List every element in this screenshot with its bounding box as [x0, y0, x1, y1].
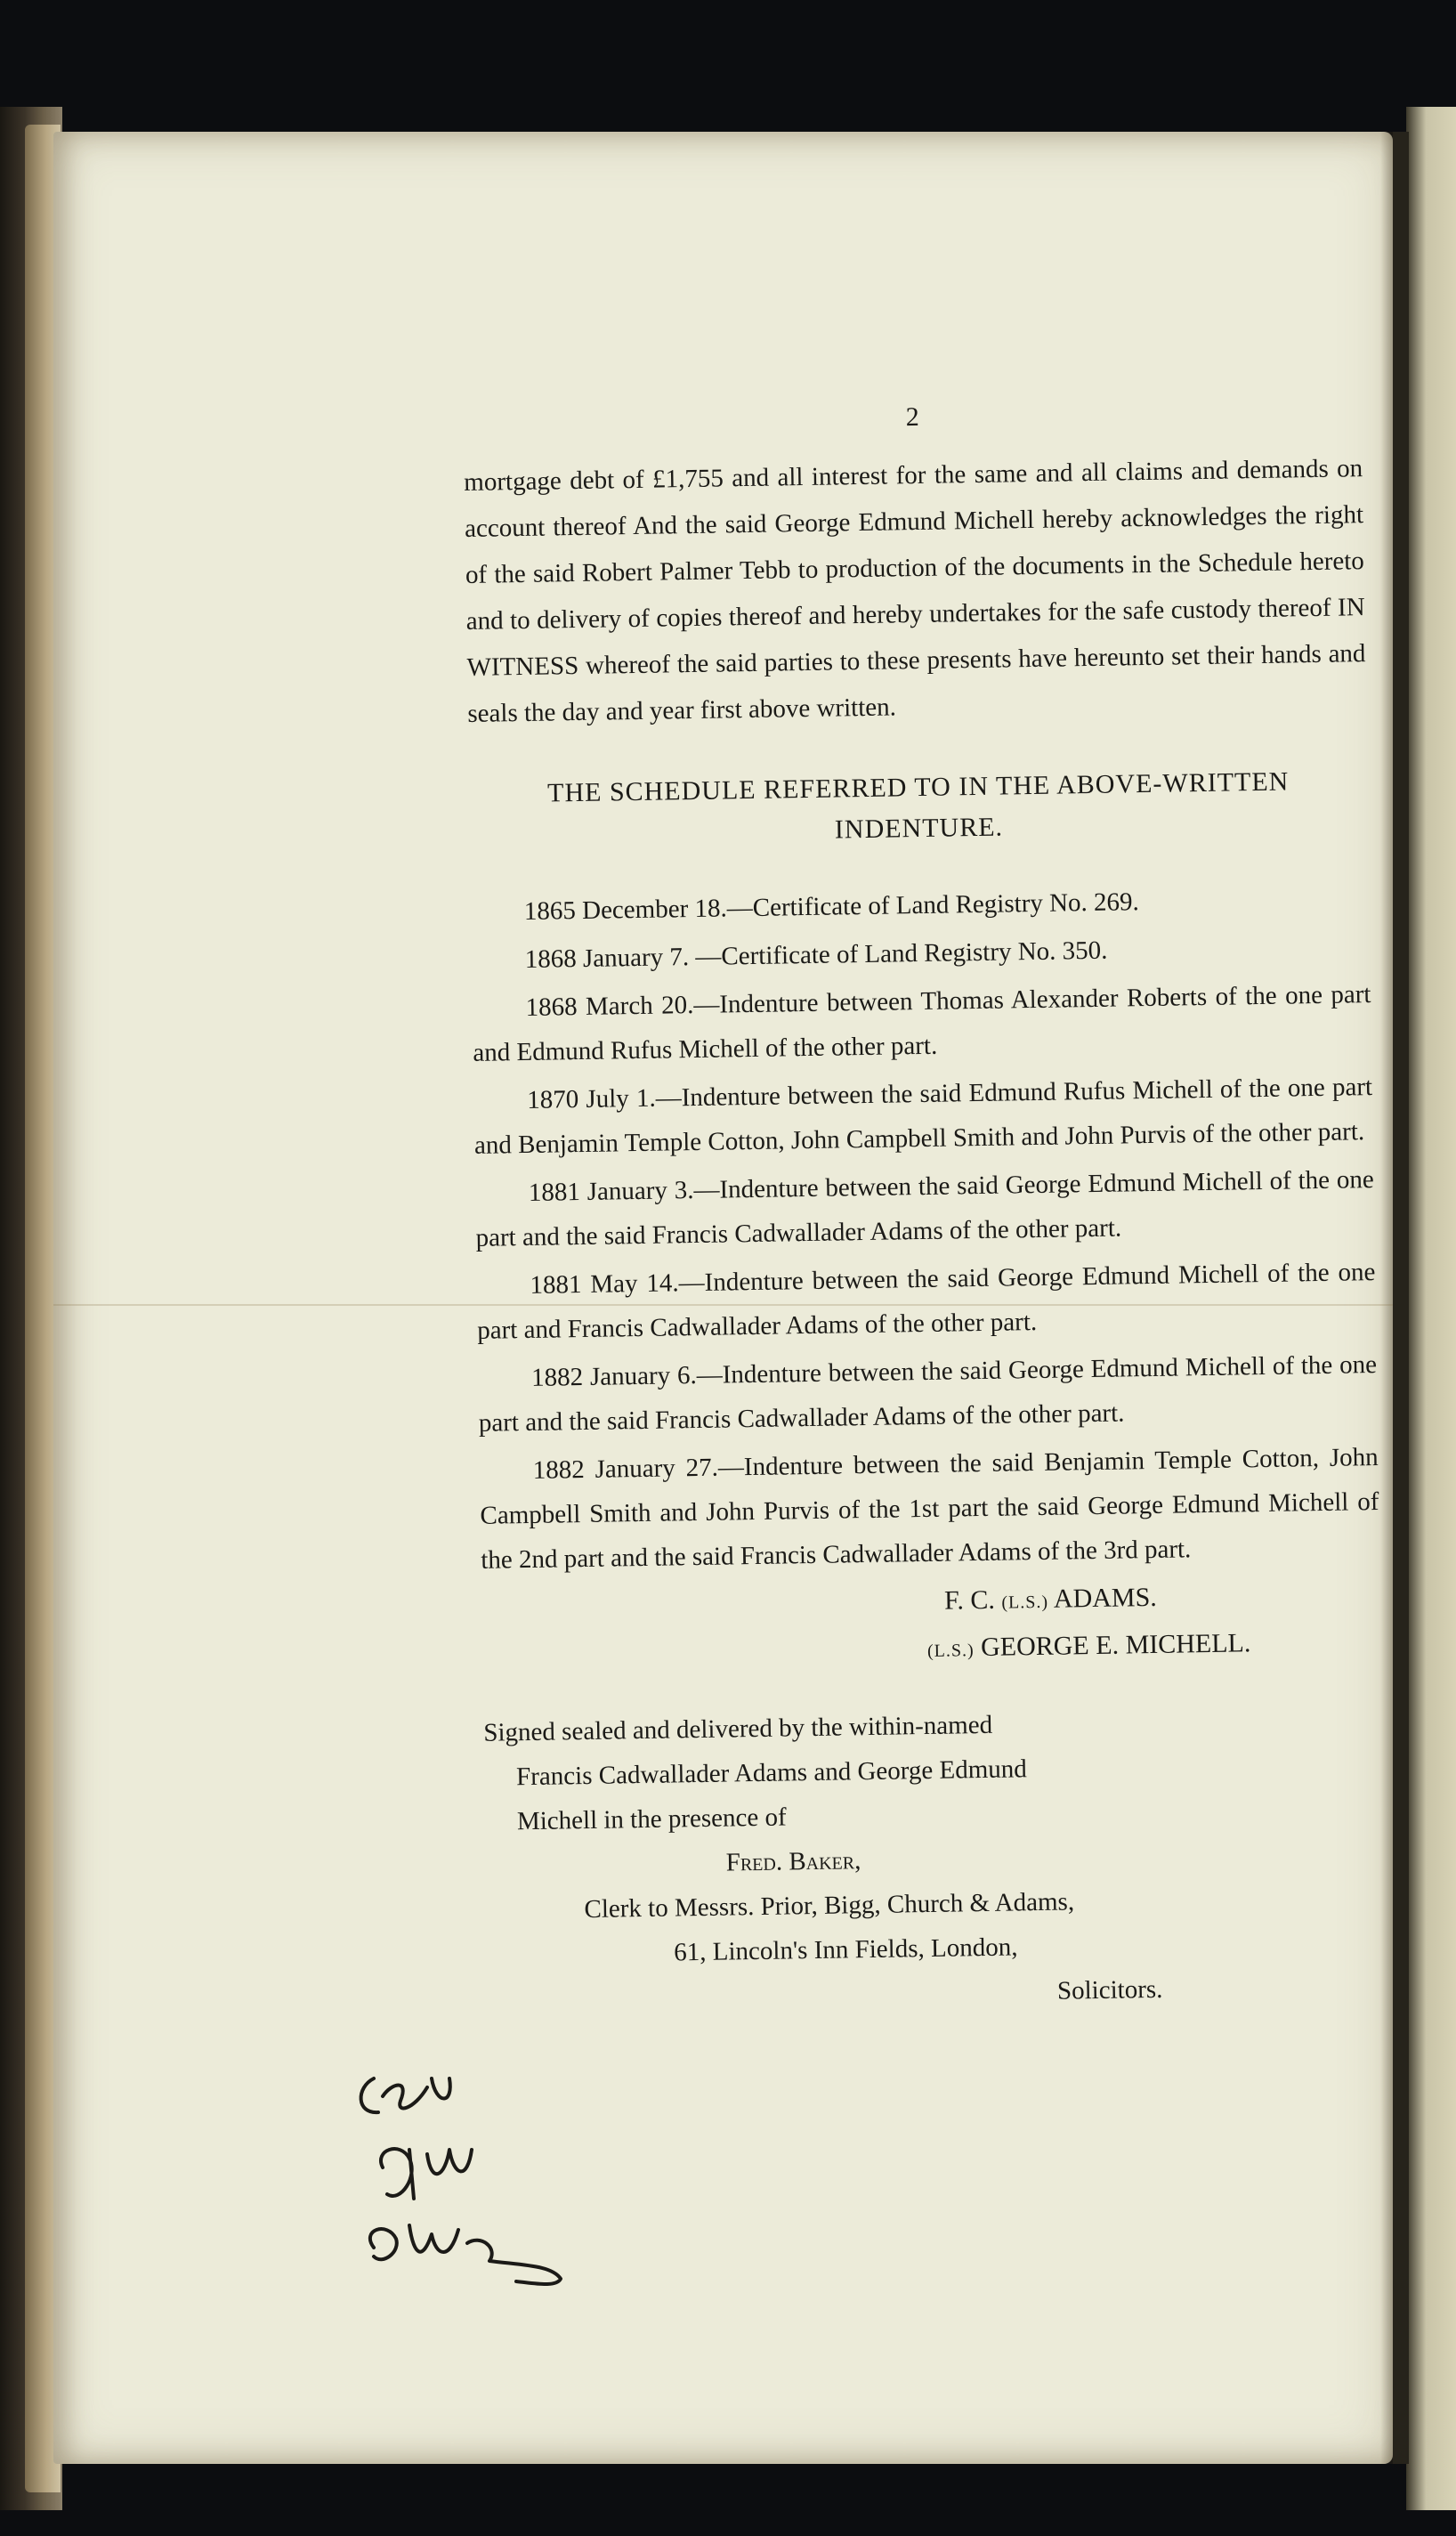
- document-content: [463, 395, 1387, 2022]
- signature-adams: [944, 1572, 1381, 1626]
- opening-paragraph: mortgage debt of £1,755 and all interest for the same and all claims and demands on account thereof And the said George Edmund Michell hereby acknowledges the right of the said Robert Palmer Tebb to production of the documents in the Schedule hereto and to delivery of copies thereof and hereby undertakes for the safe custody thereof IN WITNESS whereof the said parties to these presents have hereunto set their hands and seals the day and year first above written.: [464, 454, 1366, 728]
- witness-role: Solicitors.: [1056, 1974, 1163, 2005]
- schedule-entry: 1868 March 20.—Indenture between Thomas Alexander Roberts of the one part and Edmund Rufus Michell of the other part.: [473, 980, 1371, 1067]
- attestation-line: Francis Cadwallader Adams and George Edmund: [515, 1754, 1028, 1792]
- page-shadow: [1380, 132, 1393, 2464]
- signature-michell: [927, 1619, 1382, 1673]
- schedule-title-line2: INDENTURE.: [834, 812, 1004, 845]
- page-gutter-right: [1393, 132, 1409, 2464]
- schedule-entry: 1870 July 1.—Indenture between the said Edmund Rufus Michell of the one part and Benjamin Temple Cotton, John Campbell Smith and John Purvis of the other part.: [473, 1073, 1373, 1160]
- page-number: 2: [905, 401, 919, 433]
- signature-block: [481, 1572, 1382, 1681]
- signature-initials: F. C.: [943, 1584, 996, 1616]
- attestation-clause: [483, 1697, 1387, 2022]
- signature-name: GEORGE E. MICHELL.: [980, 1628, 1251, 1663]
- handwritten-initials: [347, 2043, 578, 2292]
- schedule-entry: 1865 December 18.—Certificate of Land Registry No. 269.: [523, 887, 1140, 926]
- next-page-edge: [1406, 107, 1456, 2510]
- witness-clerk: Clerk to Messrs. Prior, Bigg, Church & Adams,: [584, 1887, 1075, 1924]
- witness-address: 61, Lincoln's Inn Fields, London,: [674, 1932, 1018, 1967]
- attestation-line: Signed sealed and delivered by the within-named: [483, 1710, 993, 1747]
- schedule-entry: 1882 January 6.—Indenture between the said George Edmund Michell of the one part and the said Francis Cadwallader Adams of the other part.: [478, 1350, 1378, 1438]
- signature-name: ADAMS.: [1053, 1582, 1158, 1614]
- seal-mark: (L.S.): [926, 1641, 975, 1661]
- attestation-line: Michell in the presence of: [516, 1803, 787, 1836]
- schedule-entry: 1868 January 7. —Certificate of Land Registry No. 350.: [524, 936, 1108, 974]
- schedule-title-line1: THE SCHEDULE REFERRED TO IN THE ABOVE-WRITTEN: [546, 766, 1290, 808]
- schedule-entry: 1881 January 3.—Indenture between the said George Edmund Michell of the one part and the said Francis Cadwallader Adams of the other part.: [475, 1165, 1374, 1252]
- witness-name: Fred. Baker,: [725, 1846, 861, 1877]
- schedule-entries: [470, 876, 1379, 1583]
- seal-mark: (L.S.): [1001, 1592, 1049, 1613]
- schedule-entry: 1882 January 27.—Indenture between the said Benjamin Temple Cotton, John Campbell Smith and John Purvis of the 1st part the said George Edmund Michell of the 2nd part and the said Francis Cadwallader Adams of the 3rd part.: [480, 1442, 1379, 1575]
- schedule-entry: 1881 May 14.—Indenture between the said George Edmund Michell of the one part and Francis Cadwallader Adams of the other part.: [477, 1258, 1376, 1345]
- schedule-title: [468, 760, 1368, 856]
